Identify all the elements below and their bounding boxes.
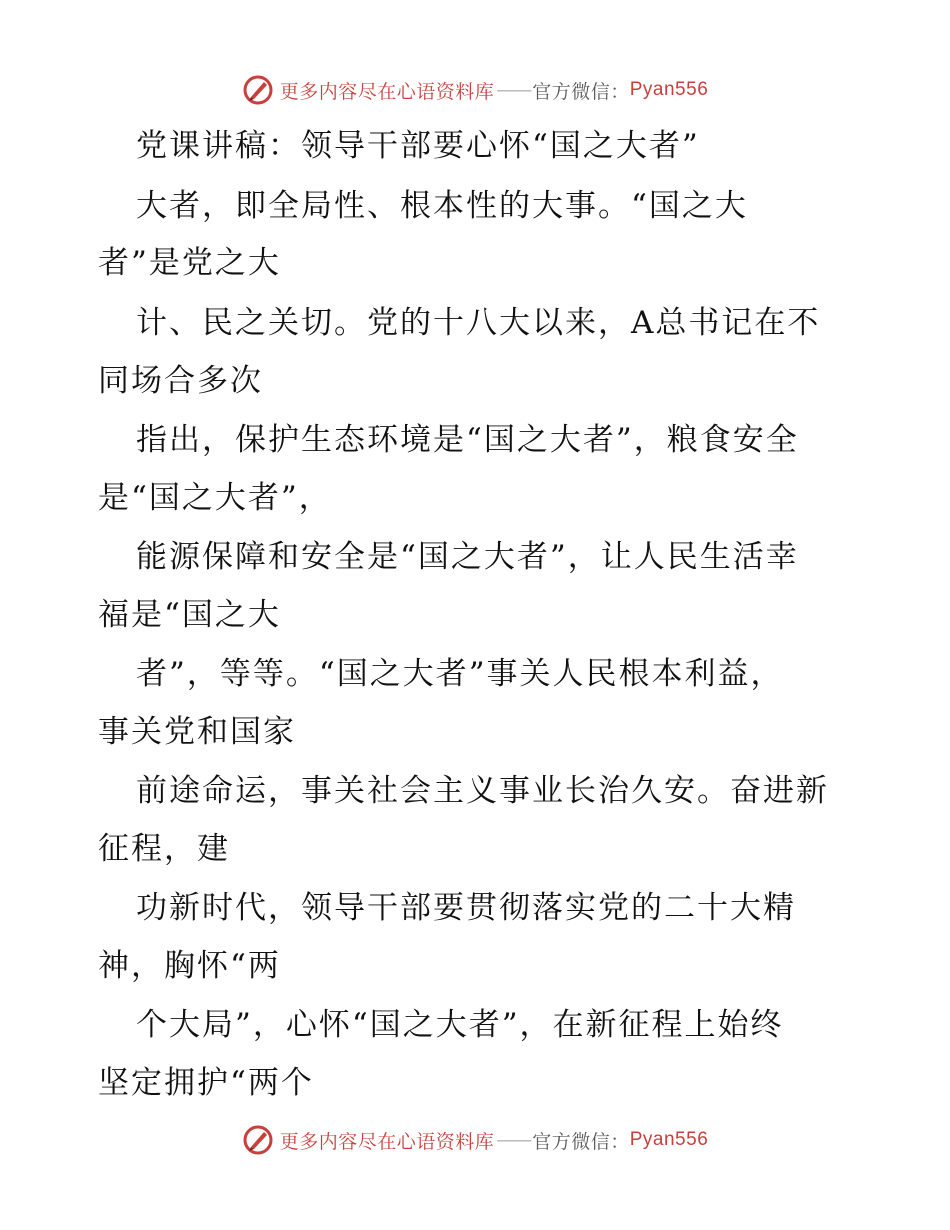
watermark-main-text: 更多内容尽在心语资料库 <box>279 80 495 103</box>
text-line: 是“国之大者”， <box>98 480 332 516</box>
document-title: 党课讲稿：领导干部要心怀“国之大者” <box>136 128 700 164</box>
watermark-main-text: 更多内容尽在心语资料库 <box>279 1130 495 1153</box>
watermark-dash: —— <box>496 1129 531 1151</box>
text-line: 者”是党之大 <box>98 245 281 281</box>
watermark-official-label: 官方微信： <box>532 1130 630 1153</box>
text-line: 大者，即全局性、根本性的大事。“国之大 <box>136 188 748 224</box>
text-line: 福是“国之大 <box>98 597 281 633</box>
text-line: 能源保障和安全是“国之大者”，让人民生活幸 <box>136 539 799 575</box>
text-line: 神，胸怀“两 <box>98 948 281 984</box>
watermark-dash: —— <box>496 79 531 101</box>
watermark-official-label: 官方微信： <box>532 80 630 103</box>
text-line: 征程，建 <box>98 831 230 867</box>
watermark-wechat-id: Pyan556 <box>629 1129 709 1150</box>
text-line: 个大局”，心怀“国之大者”，在新征程上始终 <box>136 1007 784 1043</box>
text-line: 指出，保护生态环境是“国之大者”，粮食安全 <box>136 422 799 458</box>
text-line: 事关党和国家 <box>98 714 296 750</box>
pen-logo-icon <box>242 1124 274 1156</box>
text-line: 坚定拥护“两个 <box>98 1065 314 1101</box>
text-line: 同场合多次 <box>98 363 263 399</box>
text-line: 前途命运，事关社会主义事业长治久安。奋进新 <box>136 773 829 809</box>
pen-logo-icon <box>242 74 274 106</box>
footer-watermark <box>0 1120 950 1160</box>
header-watermark <box>0 70 950 110</box>
text-line: 功新时代，领导干部要贯彻落实党的二十大精 <box>136 890 796 926</box>
text-line: 计、民之关切。党的十八大以来，A总书记在不 <box>136 305 821 341</box>
watermark-wechat-id: Pyan556 <box>629 79 709 100</box>
text-line: 者”，等等。“国之大者”事关人民根本利益， <box>136 656 784 692</box>
